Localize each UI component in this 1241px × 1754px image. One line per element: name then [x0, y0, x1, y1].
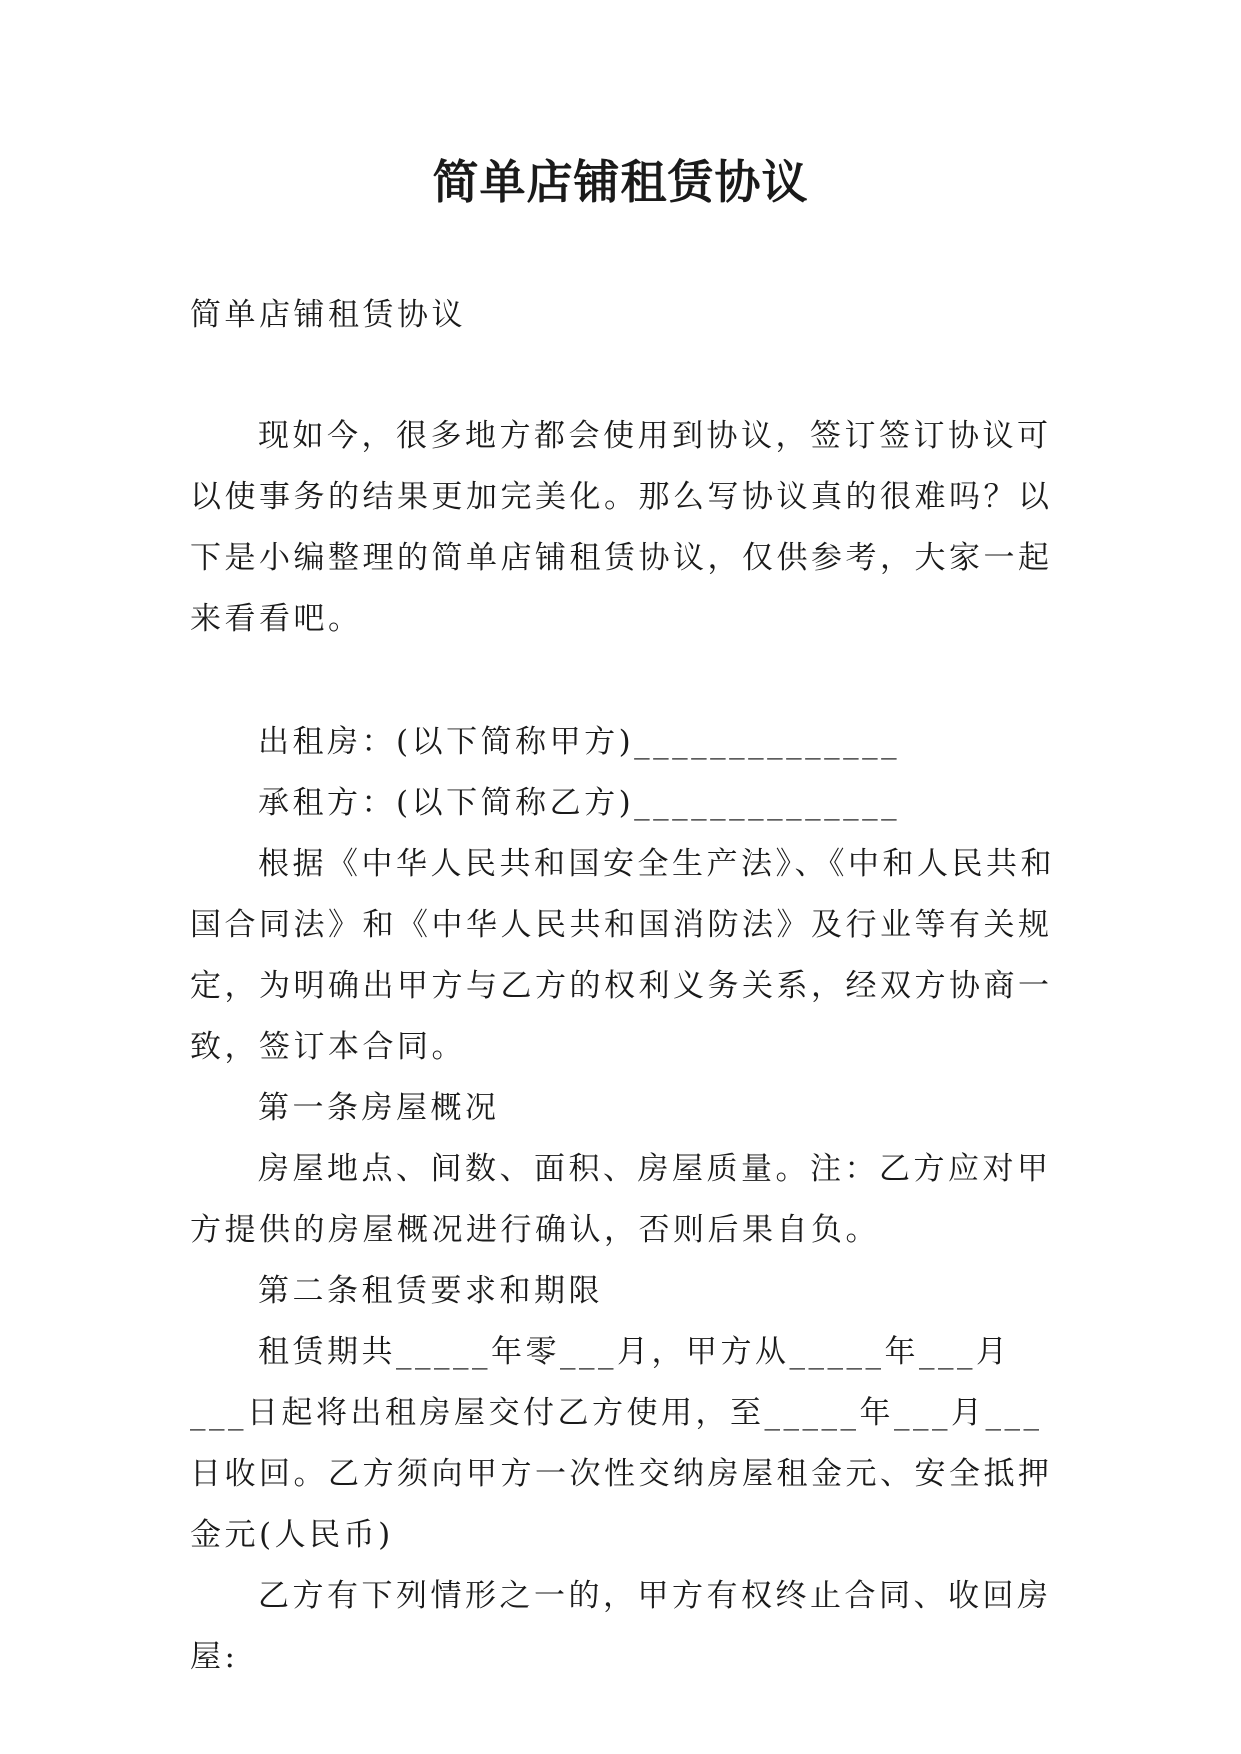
termination-paragraph: 乙方有下列情形之一的，甲方有权终止合同、收回房屋: [190, 1578, 1052, 1675]
article-1-text: 房屋地点、间数、面积、房屋质量。注：乙方应对甲方提供的房屋概况进行确认，否则后果自负。 [190, 1151, 1052, 1248]
document-subtitle: 简单店铺租赁协议 [190, 297, 466, 333]
article-1-heading: 第一条房屋概况 [258, 1090, 500, 1126]
basis-paragraph: 根据《中华人民共和国安全生产法》、《中和人民共和国合同法》和《中华人民共和国消防法》及行业等有关规定，为明确出甲方与乙方的权利义务关系，经双方协商一致，签订本合同。 [190, 846, 1055, 1065]
spacer [190, 650, 1060, 712]
lessor-line: 出租房：(以下简称甲方)______________ [258, 724, 901, 760]
document-body [190, 285, 1060, 1688]
intro-paragraph: 现如今，很多地方都会使用到协议，签订签订协议可以使事务的结果更加完美化。那么写协议真的很难吗？以下是小编整理的简单店铺租赁协议，仅供参考，大家一起来看看吧。 [190, 418, 1053, 637]
lessee-line: 承租方：(以下简称乙方)______________ [258, 785, 901, 821]
document-title: 简单店铺租赁协议 [432, 155, 809, 209]
spacer [190, 346, 1060, 406]
article-2-heading: 第二条租赁要求和期限 [258, 1273, 603, 1309]
article-2-text: 租赁期共_____年零___月，甲方从_____年___月___日起将出租房屋交付乙方使用，至_____年___月___日收回。乙方须向甲方一次性交纳房屋租金元、安全抵押金元(人民币) [190, 1334, 1053, 1553]
